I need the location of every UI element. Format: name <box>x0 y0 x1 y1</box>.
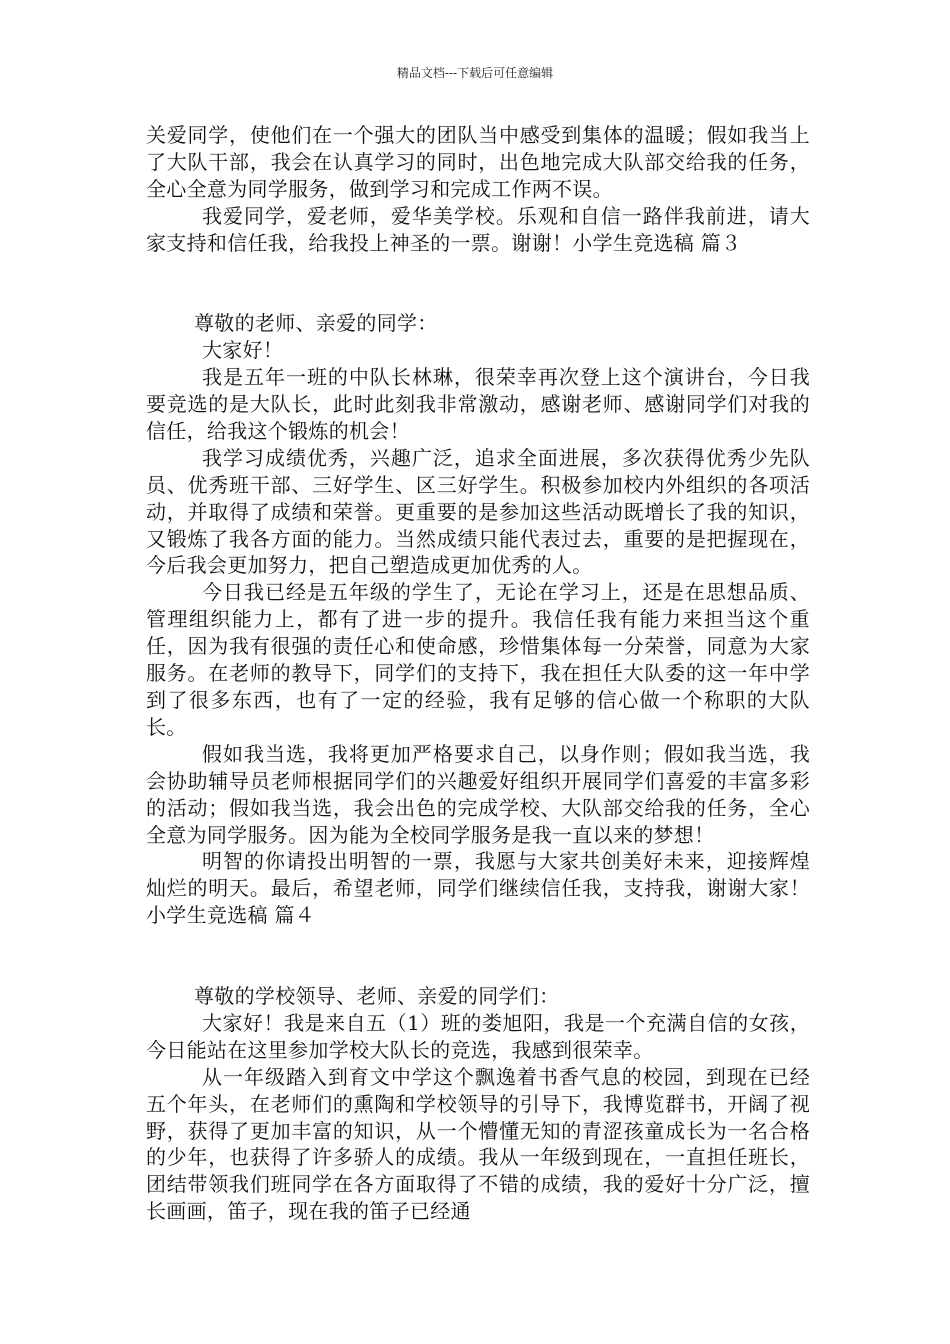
salutation: 尊敬的学校领导、老师、亲爱的同学们： <box>194 983 560 1008</box>
paragraph: 关爱同学，使他们在一个强大的团队当中感受到集体的温暖；假如我当上了大队干部，我会在认真学习的同时，出色地完成大队部交给我的任务，全心全意为同学服务，做到学习和完成工作两不误。 <box>146 123 810 201</box>
paragraph: 今日我已经是五年级的学生了，无论在学习上，还是在思想品质、管理组织能力上，都有了进一步的提升。我信任我有能力来担当这个重任，因为我有很强的责任心和使命感，珍惜集体每一分荣誉，同意为大家服务。在老师的教导下，同学们的支持下，我在担任大队委的这一年中学到了很多东西，也有了一定的经验，我有足够的信心做一个称职的大队长。 <box>146 580 810 739</box>
salutation: 尊敬的老师、亲爱的同学： <box>194 311 438 336</box>
section-gap <box>146 929 810 983</box>
paragraph: 大家好！我是来自五（1）班的娄旭阳，我是一个充满自信的女孩，今日能站在这里参加学校大队长的竞选，我感到很荣幸。 <box>146 1010 810 1062</box>
paragraph: 假如我当选，我将更加严格要求自己，以身作则；假如我当选，我会协助辅导员老师根据同学们的兴趣爱好组织开展同学们喜爱的丰富多彩的活动；假如我当选，我会出色的完成学校、大队部交给我的任务，全心全意为同学服务。因为能为全校同学服务是我一直以来的梦想！ <box>146 741 810 847</box>
paragraph: 我是五年一班的中队长林琳，很荣幸再次登上这个演讲台，今日我要竞选的是大队长，此时此刻我非常激动，感谢老师、感谢同学们对我的信任，给我这个锻炼的机会！ <box>146 365 810 443</box>
page-header: 精品文档---下载后可任意编辑 <box>396 66 554 80</box>
paragraph: 从一年级踏入到育文中学这个飘逸着书香气息的校园，到现在已经五个年头，在老师们的熏陶和学校领导的引导下，我博览群书，开阔了视野，获得了更加丰富的知识，从一个懵懂无知的青涩孩童成长为一名合格的少年，也获得了许多骄人的成绩。我从一年级到现在，一直担任班长，团结带领我们班同学在各方面取得了不错的成绩，我的爱好十分广泛，擅长画画，笛子，现在我的笛子已经通 <box>146 1064 810 1224</box>
paragraph: 我学习成绩优秀，兴趣广泛，追求全面进展，多次获得优秀少先队员、优秀班干部、三好学生、区三好学生。积极参加校内外组织的各项活动，并取得了成绩和荣誉。更重要的是参加这些活动既增长了我的知识，又锻炼了我各方面的能力。当然成绩只能代表过去，重要的是把握现在，今后我会更加努力，把自己塑造成更加优秀的人。 <box>146 445 810 578</box>
paragraph: 明智的你请投出明智的一票，我愿与大家共创美好未来，迎接辉煌灿烂的明天。最后，希望老师，同学们继续信任我，支持我，谢谢大家！小学生竞选稿 篇４ <box>146 849 810 928</box>
paragraph: 我爱同学，爱老师，爱华美学校。乐观和自信一路伴我前进，请大家支持和信任我，给我投上神圣的一票。谢谢！小学生竞选稿 篇３ <box>146 203 810 255</box>
document-body <box>146 122 810 1225</box>
greeting: 大家好！ <box>202 338 284 363</box>
section-gap <box>146 257 810 311</box>
